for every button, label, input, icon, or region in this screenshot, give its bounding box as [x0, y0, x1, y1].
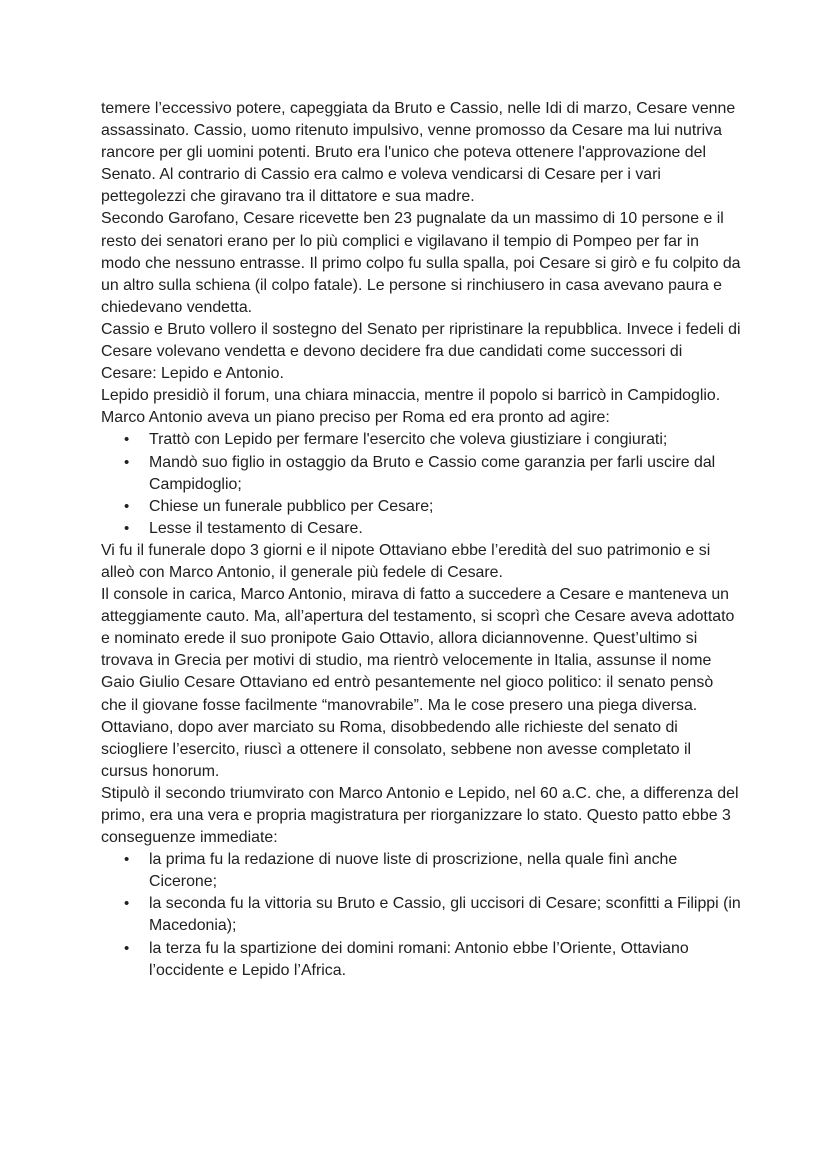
paragraph: Lepido presidiò il forum, una chiara minaccia, mentre il popolo si barricò in Campidoglio. [101, 387, 721, 405]
paragraph: temere l’eccessivo potere, capeggiata da Bruto e Cassio, nelle Idi di marzo, Cesare venne assassinato. Cassio, uomo ritenuto impulsivo, venne promosso da Cesare ma lui nutriva rancore per gli uomini potenti. Bruto era l'unico che poteva ottenere l'approvazione del Senato. Al contrario di Cassio era calmo e voleva vendicarsi di Cesare per i vari pettegolezzi che giravano tra il dittatore e sua madre. [101, 100, 736, 206]
paragraph: Vi fu il funerale dopo 3 giorni e il nipote Ottaviano ebbe l’eredità del suo patrimonio e si alleò con Marco Antonio, il generale più fedele di Cesare. [101, 541, 711, 581]
list-item: • la terza fu la spartizione dei domini romani: Antonio ebbe l’Oriente, Ottaviano l’occidente e Lepido l’Africa. [101, 938, 741, 982]
paragraph: Ottaviano, dopo aver marciato su Roma, disobbedendo alle richieste del senato di sciogliere l’esercito, riuscì a ottenere il consolato, sebbene non avesse completato il cursus honorum. [101, 718, 692, 780]
list-item: • la seconda fu la vittoria su Bruto e Cassio, gli uccisori di Cesare; sconfitti a Filippi (in Macedonia); [101, 893, 741, 937]
bullet-list [101, 429, 741, 539]
list-item: • la prima fu la redazione di nuove liste di proscrizione, nella quale finì anche Cicerone; [101, 849, 741, 893]
list-item: • Trattò con Lepido per fermare l'esercito che voleva giustiziare i congiurati; [101, 429, 741, 451]
paragraph: Marco Antonio aveva un piano preciso per Roma ed era pronto ad agire: [101, 409, 610, 427]
paragraph: Il console in carica, Marco Antonio, mirava di fatto a succedere a Cesare e manteneva un atteggiamente cauto. Ma, all’apertura del testamento, si scoprì che Cesare aveva adottato e nominato erede il suo pronipote Gaio Ottavio, allora diciannovenne. Quest’ultimo si trovava in Grecia per motivi di studio, ma rientrò velocemente in Italia, assunse il nome Gaio Giulio Cesare Ottaviano ed entrò pesantemente nel gioco politico: il senato pensò che il giovane fosse facilmente “manovrabile”. Ma le cose presero una piega diversa. [101, 586, 735, 714]
paragraph: Cassio e Bruto vollero il sostegno del Senato per ripristinare la repubblica. Invece i fedeli di Cesare volevano vendetta e devono decidere fra due candidati come successori di Cesare: Lepido e Antonio. [101, 320, 741, 383]
paragraph: Secondo Garofano, Cesare ricevette ben 23 pugnalate da un massimo di 10 persone e il resto dei senatori erano per lo più complici e vigilavano il tempio di Pompeo per far in modo che nessuno entrasse. Il primo colpo fu sulla spalla, poi Cesare si girò e fu colpito da un altro sulla schiena (il colpo fatale). Le persone si rinchiusero in casa avevano paura e chiedevano vendetta. [101, 210, 741, 316]
paragraph: Stipulò il secondo triumvirato con Marco Antonio e Lepido, nel 60 a.C. che, a differenza del primo, era una vera e propria magistratura per riorganizzare lo stato. Questo patto ebbe 3 conseguenze immediate: [101, 784, 739, 847]
bullet-list [101, 849, 741, 982]
document-body [101, 98, 741, 982]
list-item: • Lesse il testamento di Cesare. [101, 518, 741, 540]
list-item: • Chiese un funerale pubblico per Cesare; [101, 496, 741, 518]
list-item: • Mandò suo figlio in ostaggio da Bruto e Cassio come garanzia per farli uscire dal Campidoglio; [101, 452, 741, 496]
